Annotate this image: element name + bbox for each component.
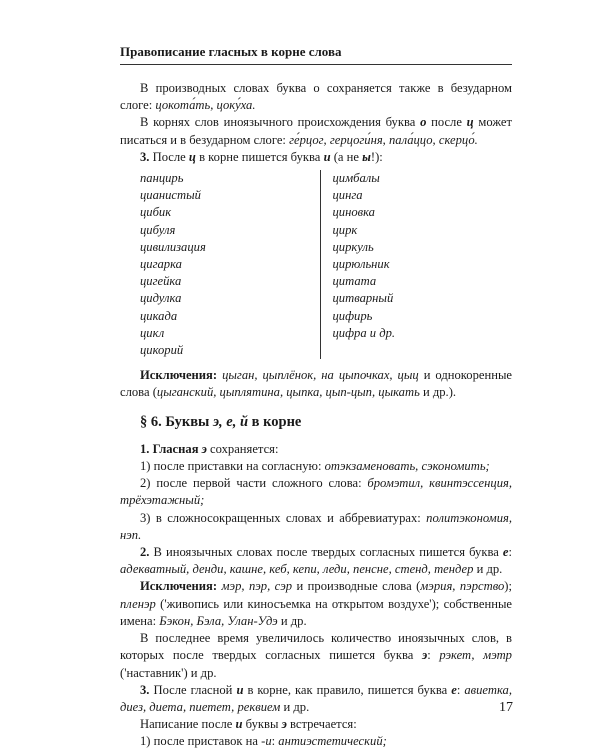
text: и однокоренные слова ( (120, 368, 512, 400)
list-item: цирк (332, 222, 358, 237)
running-header: Правописание гласных в корне слова (120, 44, 342, 59)
example: рэкет, мэтр (439, 648, 512, 663)
text: ); (504, 579, 512, 594)
text: в корне пишется буква (195, 149, 324, 164)
text: Буквы (161, 413, 213, 430)
list-item: цигарка (140, 257, 182, 272)
example: цыган, цыплёнок, на цыпочках, цыц (217, 368, 419, 383)
list-item: цивилизация (140, 239, 206, 254)
text: !): (370, 149, 383, 164)
list-item: цианистый (140, 188, 201, 203)
text: и производные слова ( (292, 579, 421, 594)
text: (а не (330, 149, 363, 164)
example: пленэр (120, 596, 156, 611)
letter: ц (466, 115, 474, 130)
rule-number: 2. (140, 545, 150, 560)
letter: е (451, 682, 457, 697)
letter: и (236, 682, 244, 697)
text: В последнее время увеличилось количество иноязычных слов, в которых после твердых согласных пишется буква (120, 631, 512, 663)
section-heading (120, 414, 512, 431)
header-rule (120, 64, 512, 65)
letter: и (235, 717, 243, 732)
word-list-left (120, 170, 321, 359)
example: цыганский, цыплятина, цыпка, цып-цып, цыкать (156, 385, 420, 400)
letter: э (421, 648, 428, 663)
paragraph-recent (120, 630, 512, 682)
rule-1-item-2 (120, 475, 512, 509)
list-item: цинга (332, 188, 363, 203)
example: авиетка, диез, диета, пиетет, реквием (120, 682, 512, 714)
text: Гласная (149, 441, 202, 456)
text: и др. (473, 562, 503, 577)
section-number: § 6. (140, 413, 162, 430)
text: ('наставник') и др. (120, 665, 217, 680)
letter: ы (362, 149, 371, 164)
rule-3-ts (120, 149, 512, 166)
text: После (149, 149, 189, 164)
word-list-right (321, 170, 513, 359)
rule-number: 1. (140, 441, 150, 456)
exceptions-ts (120, 367, 512, 401)
exceptions-e (120, 578, 512, 630)
letter: ц (188, 149, 196, 164)
text: : (456, 682, 465, 697)
text: В производных словах буква о сохраняется также в безударном слоге: (120, 81, 512, 113)
list-item: цикл (140, 325, 165, 340)
list-item: цифирь (332, 308, 373, 323)
paragraph-foreign-roots (120, 114, 512, 148)
list-item: цирюльник (332, 257, 390, 272)
list-item: цитварный (332, 291, 394, 306)
example: мэрия, пэрство (420, 579, 505, 594)
example: антиэстетический; (278, 734, 387, 749)
list-item: цикорий (140, 343, 184, 358)
text: и др.). (419, 385, 457, 400)
list-item: цибуля (140, 222, 176, 237)
text: после (426, 115, 467, 130)
example: мэр, пэр, сэр (217, 579, 293, 594)
list-item: цифра и др. (332, 325, 396, 340)
text: в корне (248, 413, 302, 430)
example: Бэкон, Бэла, Улан-Удэ (159, 613, 278, 628)
list-item: циркуль (332, 239, 374, 254)
text: 2) после первой части сложного слова: (140, 476, 368, 491)
text: и др. (280, 699, 310, 714)
letter: э (201, 441, 207, 456)
rule-1 (120, 441, 512, 458)
example: цокота́ть, цоку́ха. (155, 98, 256, 113)
example: отэкзаменовать, сэкономить; (324, 459, 490, 474)
rule-number: 3. (140, 682, 150, 697)
exceptions-label: Исключения: (140, 579, 218, 594)
example: адекватный, денди, кашне, кеб, кепи, леди, пенсне, стенд, тендер (120, 562, 474, 577)
text: и др. (277, 613, 307, 628)
text: буквы (242, 717, 282, 732)
example: политэкономия, нэп. (120, 510, 512, 542)
text: 3) в сложносокращенных словах и аббревиатурах: (140, 510, 427, 525)
list-item: цидулка (140, 291, 182, 306)
text: в корне, как правило, пишется буква (243, 682, 452, 697)
text: В корнях слов иноязычного происхождения буква (140, 115, 421, 130)
text: встречается: (286, 717, 357, 732)
list-item: цибик (140, 205, 172, 220)
list-item: цитата (332, 274, 377, 289)
letter: о (420, 115, 427, 130)
paragraph-prefix (120, 733, 512, 750)
rule-2 (120, 544, 512, 578)
list-item: цимбалы (332, 171, 380, 186)
exceptions-label: Исключения: (140, 368, 218, 383)
example: -и (261, 734, 272, 749)
paragraph-derived-words (120, 80, 512, 114)
list-item: цигейка (140, 274, 182, 289)
text: 1) после приставок на (140, 734, 262, 749)
letters: э, е, й (212, 413, 249, 430)
text: : (508, 545, 512, 560)
letter: е (502, 545, 509, 560)
word-list (120, 170, 512, 359)
letter: э (281, 717, 287, 732)
text: : (427, 648, 440, 663)
text: 1) после приставки на согласную: (140, 459, 325, 474)
text: может писаться и в безударном слоге: (120, 115, 512, 147)
text: После гласной (149, 682, 237, 697)
example: бромэтил, квинтэссенция, трёхэтажный; (120, 476, 512, 508)
text: ('живопись или киносъемка на открытом воздухе'); собственные имена: (120, 596, 512, 628)
rule-3-vowel (120, 682, 512, 716)
rule-1-item-1 (120, 458, 512, 475)
text: : (271, 734, 279, 749)
list-item: панцирь (140, 171, 184, 186)
text: Написание после (140, 717, 236, 732)
paragraph-after-i (120, 716, 512, 733)
page-body (120, 80, 512, 751)
rule-1-item-3 (120, 510, 512, 544)
text: В иноязычных словах после твердых согласных пишется буква (149, 545, 503, 560)
text: сохраняется: (206, 441, 279, 456)
letter: и (323, 149, 331, 164)
list-item: цикада (140, 308, 178, 323)
rule-number: 3. (140, 149, 150, 164)
example: ге́рцог, герцоги́ня, пала́ццо, скерцо́. (289, 132, 478, 147)
list-item: циновка (332, 205, 375, 220)
page-number: 17 (499, 700, 513, 715)
